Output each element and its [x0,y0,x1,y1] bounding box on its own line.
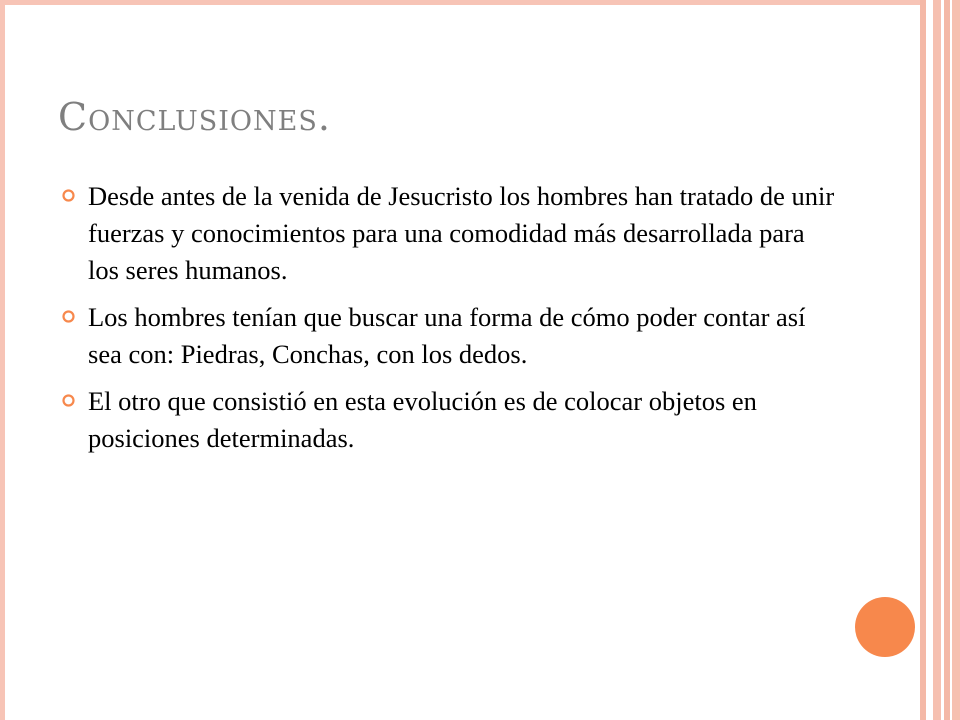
list-item [62,299,842,373]
list-item [62,383,842,457]
circle-bullet-icon [62,189,75,202]
bullet-list [62,178,842,467]
decorative-circle [855,597,915,657]
list-item [62,178,842,289]
bullet-text: Los hombres tenían que buscar una forma de cómo poder contar así sea con: Piedras, Conchas, con los dedos. [88,302,806,369]
slide-title: Conclusiones. [58,95,331,139]
bullet-text: El otro que consistió en esta evolución es de colocar objetos en posiciones determinadas. [88,386,757,453]
stripe [926,0,933,720]
stripe [933,0,941,720]
circle-bullet-icon [62,394,75,407]
decorative-stripes [920,0,960,720]
bullet-text: Desde antes de la venida de Jesucristo los hombres han tratado de unir fuerzas y conocimientos para una comodidad más desarrollada para los seres humanos. [88,181,835,285]
circle-bullet-icon [62,310,75,323]
stripe [952,0,960,720]
